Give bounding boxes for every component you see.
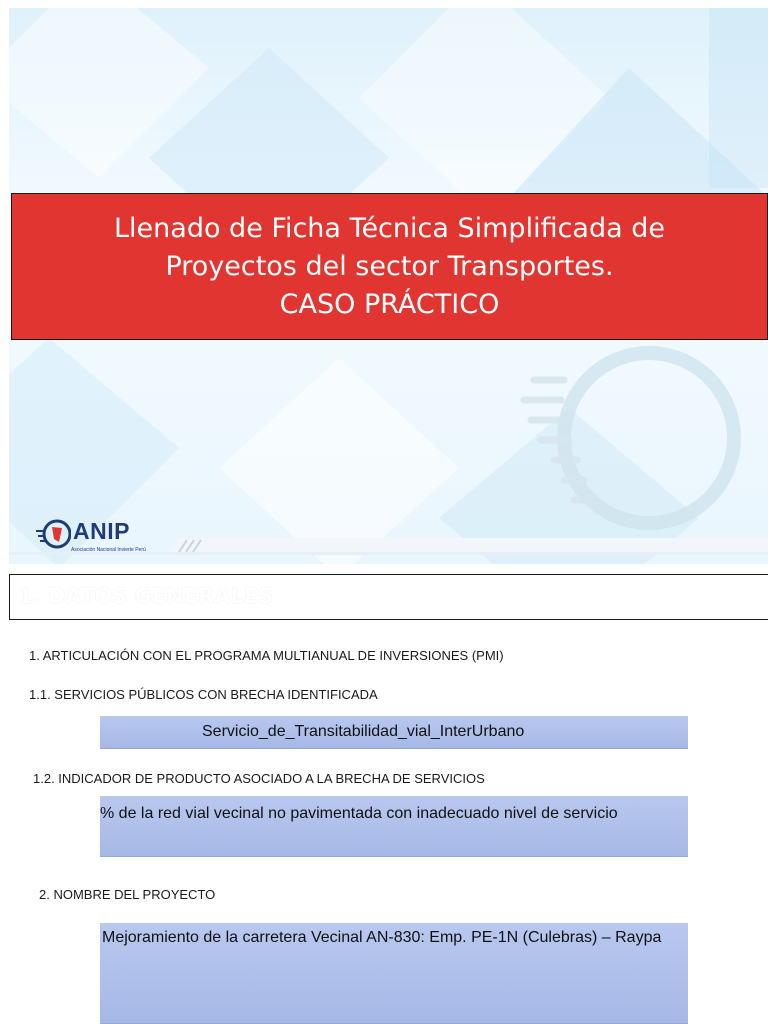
anip-logo (35, 518, 165, 558)
logo-text: ANIP (73, 518, 130, 544)
title-line-1: Llenado de Ficha Técnica Simplificada de (114, 212, 665, 244)
item-2-label: 2. NOMBRE DEL PROYECTO (39, 887, 216, 902)
nombre-proyecto-field (100, 923, 688, 1024)
title-line-2: Proyectos del sector Transportes. (165, 250, 614, 282)
indicador-value: % de la red vial vecinal no pavimentada con inadecuado nivel de servicio (100, 805, 618, 822)
section-title: 1. DATOS GENERALES (18, 584, 274, 608)
section-header (9, 574, 768, 620)
item-1-1-label: 1.1. SERVICIOS PÚBLICOS CON BRECHA IDENTIFICADA (29, 687, 378, 702)
nombre-proyecto-value: Mejoramiento de la carretera Vecinal AN-830: Emp. PE-1N (Culebras) – Raypa (102, 929, 662, 946)
item-1-2-label: 1.2. INDICADOR DE PRODUCTO ASOCIADO A LA BRECHA DE SERVICIOS (33, 771, 485, 786)
title-line-3: CASO PRÁCTICO (279, 288, 500, 320)
indicador-field (100, 796, 688, 857)
item-1-label: 1. ARTICULACIÓN CON EL PROGRAMA MULTIANUAL DE INVERSIONES (PMI) (29, 648, 504, 663)
title-banner (11, 193, 768, 340)
servicio-value: Servicio_de_Transitabilidad_vial_InterUrbano (202, 723, 525, 740)
anip-logo-icon (35, 518, 71, 552)
logo-subtext: Asociación Nacional Invierte Perú (71, 547, 146, 553)
title-slide (9, 8, 768, 564)
servicio-field (100, 716, 688, 749)
datos-generales-slide (9, 574, 768, 1024)
